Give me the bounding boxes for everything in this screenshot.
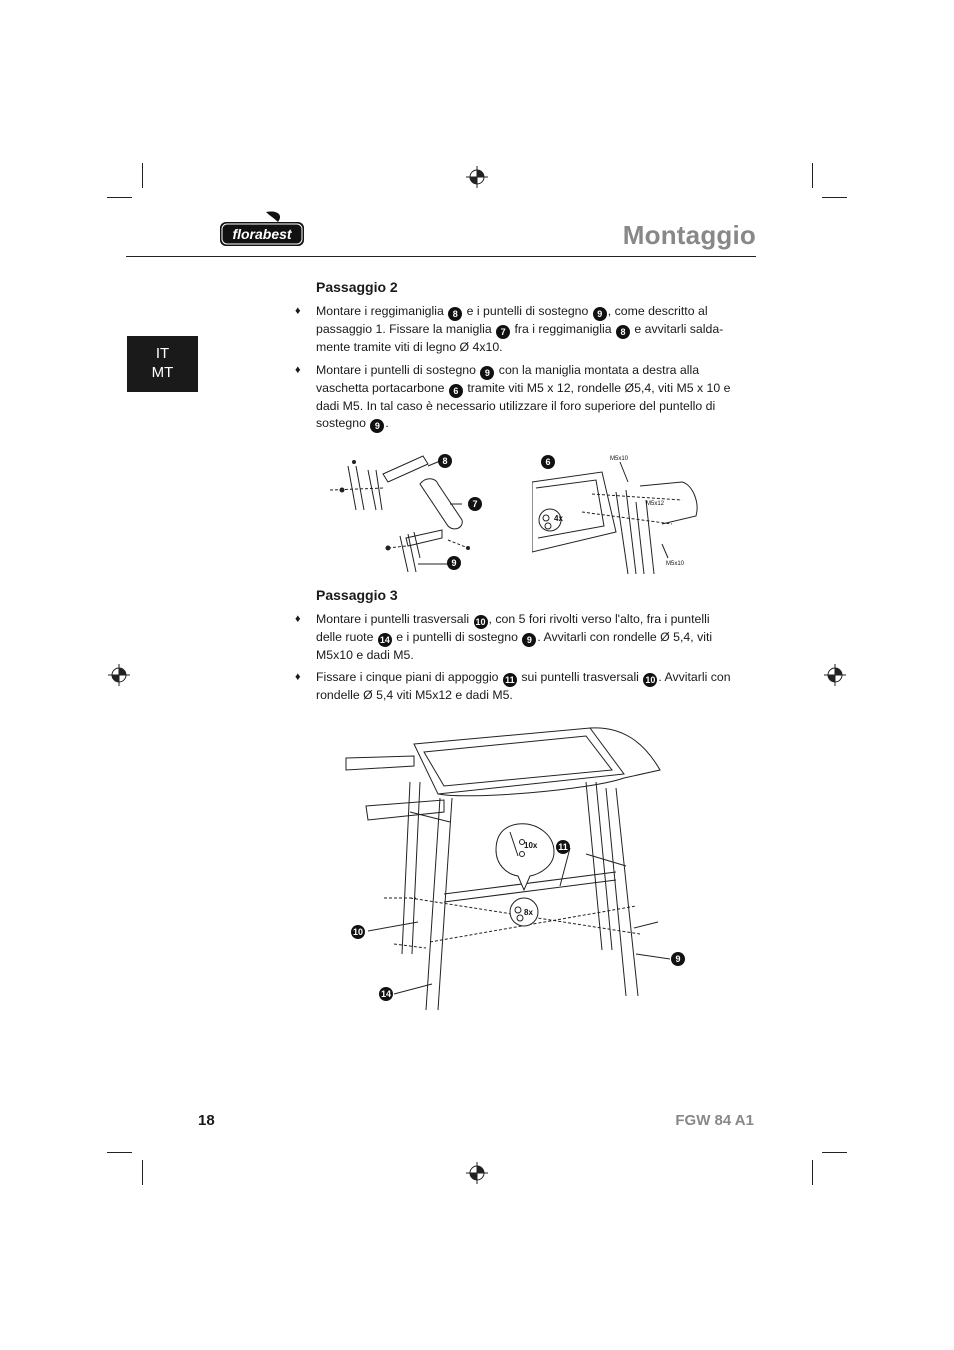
part-number-badge: 14 xyxy=(379,635,390,645)
part-number-badge: 9 xyxy=(447,556,461,570)
assembly-figure-charcoal-tray xyxy=(532,452,708,576)
bullet-diamond-icon: ♦ xyxy=(295,613,301,625)
part-number-badge: 9 xyxy=(671,952,685,966)
page-title: Montaggio xyxy=(622,220,756,250)
quantity-label: 4x xyxy=(554,514,563,523)
language-code-it: IT xyxy=(155,345,170,362)
part-number-badge: 11 xyxy=(503,673,517,687)
part-number-badge: 7 xyxy=(468,497,482,511)
part-number-badge: 9 xyxy=(593,307,607,321)
step3-bullet-1 xyxy=(295,611,735,664)
part-number-badge: 9 xyxy=(370,419,384,433)
crop-mark xyxy=(107,1152,132,1153)
registration-mark-icon xyxy=(466,166,488,188)
assembly-figure-grill-frame xyxy=(340,722,680,1012)
part-number-badge: 6 xyxy=(541,455,555,469)
model-number: FGW 84 A1 xyxy=(675,1112,754,1129)
crop-mark xyxy=(142,1160,143,1185)
part-number-badge: 9 xyxy=(480,366,494,380)
screw-label: M5x10 xyxy=(610,456,629,462)
crop-mark xyxy=(822,197,847,198)
part-number-badge: 8 xyxy=(438,454,452,468)
bullet-diamond-icon: ♦ xyxy=(295,671,301,683)
step3-bullet-1-text: Montare i puntelli trasversali 10 , con 5 fori rivolti verso l'alto, fra i puntelli delle ruote 14 e i puntelli di sostegno 9 . Avvitarli con rondelle Ø 5,4, viti M5x10 e dadi M5. xyxy=(316,612,713,662)
step2-heading: Passaggio 2 xyxy=(316,279,398,295)
crop-mark xyxy=(822,1152,847,1153)
screw-label: M5x10 xyxy=(666,561,685,567)
part-number-badge: 8 xyxy=(448,307,462,321)
bullet-diamond-icon: ♦ xyxy=(295,364,301,376)
part-number-badge: 11 xyxy=(556,840,570,854)
part-number-badge: 10 xyxy=(475,617,486,627)
quantity-label: 10x xyxy=(524,841,538,850)
crop-mark xyxy=(107,197,132,198)
brand-logo-text: florabest xyxy=(232,226,292,242)
part-number-badge: 7 xyxy=(496,325,510,339)
brand-logo xyxy=(218,210,306,248)
step3-bullet-2 xyxy=(295,669,735,704)
crop-mark xyxy=(812,1160,813,1185)
registration-mark-icon xyxy=(824,664,846,686)
part-number-badge: 9 xyxy=(522,633,536,647)
registration-mark-icon xyxy=(108,664,130,686)
step2-bullet-2 xyxy=(295,362,735,433)
registration-mark-icon xyxy=(466,1162,488,1184)
step2-bullet-2-text: Montare i puntelli di sostegno 9 con la maniglia montata a destra alla vaschetta portacarbone 6 tramite viti M5 x 12, rondelle Ø5,4, viti M5 x 10 e dadi M5. In tal caso è necessario utilizzare il foro superiore del puntello di sostegno 9 . xyxy=(316,363,731,431)
crop-mark xyxy=(812,163,813,188)
part-number-badge: 10 xyxy=(352,927,363,937)
screw-label: M5x12 xyxy=(646,501,665,507)
part-number-badge: 6 xyxy=(449,384,463,398)
part-number-badge: 10 xyxy=(645,675,656,685)
page-number: 18 xyxy=(198,1112,215,1129)
language-code-mt: MT xyxy=(151,364,174,381)
step3-bullet-2-text: Fissare i cinque piani di appoggio 11 sui puntelli trasversali 10 . Avvitarli con rondelle Ø 5,4 viti M5x12 e dadi M5. xyxy=(316,670,731,702)
step3-heading: Passaggio 3 xyxy=(316,587,398,603)
quantity-label: 8x xyxy=(524,908,533,917)
assembly-figure-handle xyxy=(328,448,498,580)
language-tab xyxy=(127,336,198,392)
crop-mark xyxy=(142,163,143,188)
part-number-badge: 8 xyxy=(616,325,630,339)
step2-bullet-1-text: Montare i reggimaniglia 8 e i puntelli di sostegno 9 , come descritto al passaggio 1. Fissare la maniglia 7 fra i reggimaniglia 8 e avvitarli salda-mente tramite viti di legno Ø 4x10. xyxy=(316,304,724,354)
step2-bullet-1 xyxy=(295,303,735,356)
bullet-diamond-icon: ♦ xyxy=(295,305,301,317)
part-number-badge: 14 xyxy=(380,989,391,999)
header-divider xyxy=(126,256,756,257)
